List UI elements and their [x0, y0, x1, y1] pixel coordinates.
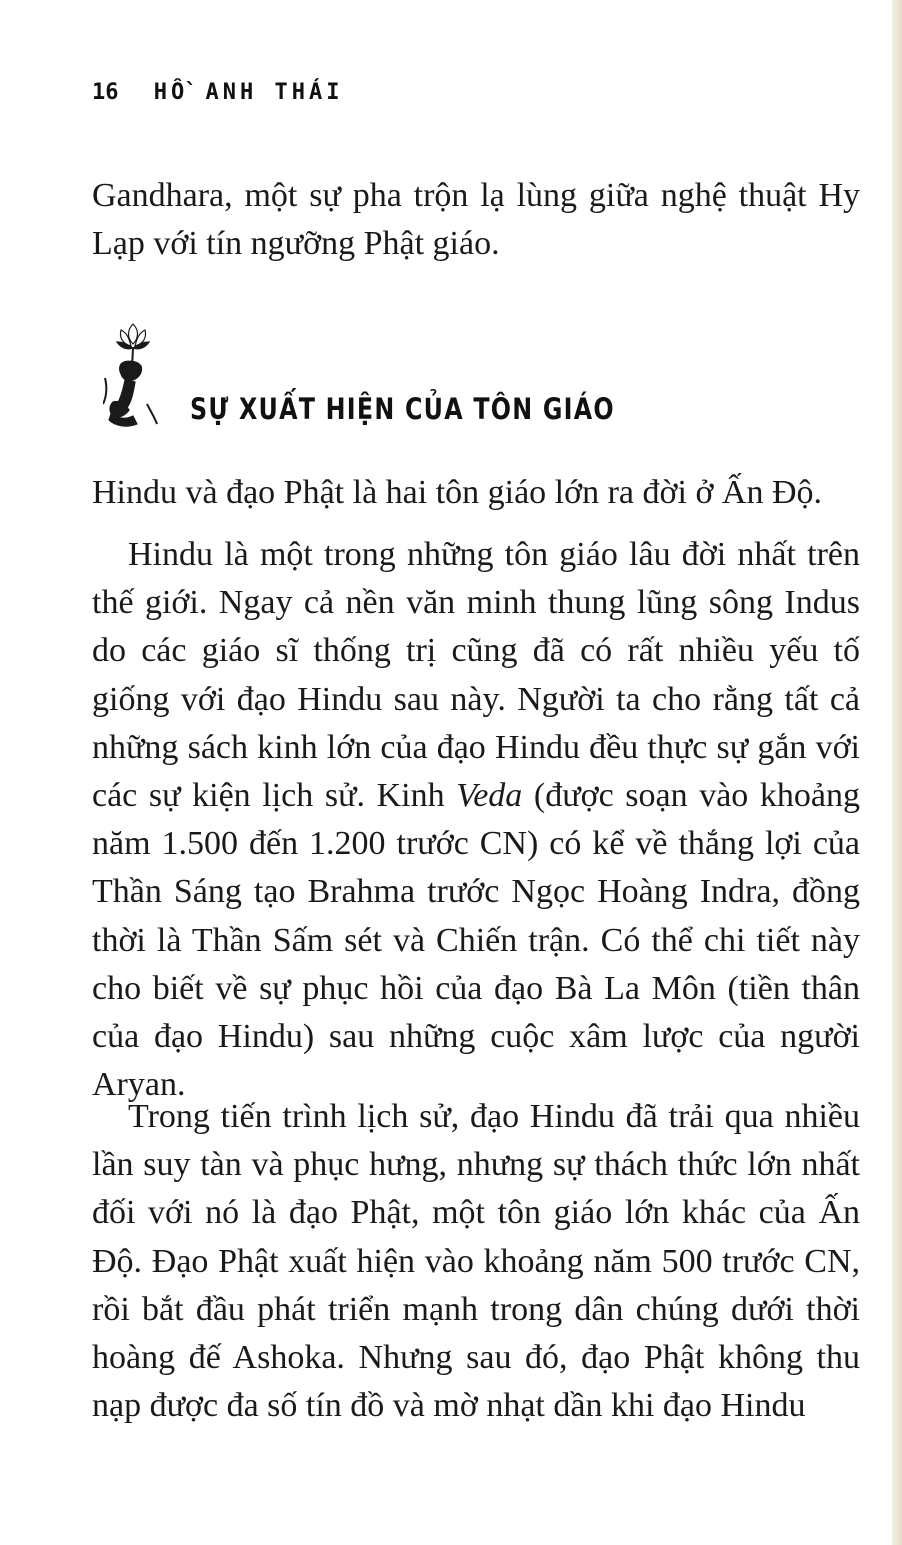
- paragraph-history-text: Trong tiến trình lịch sử, đạo Hindu đã trải qua nhiều lần suy tàn và phục hưng, nhưng sự thách thức lớn nhất đối với nó là đạo Phật, một tôn giáo lớn khác của Ấn Độ. Đạo Phật xuất hiện vào khoảng năm 500 trước CN, rồi bắt đầu phát triển mạnh trong dân chúng dưới thời hoàng đế Ashoka. Nhưng sau đó, đạo Phật không thu nạp được đa số tín đồ và mờ nhạt dần khi đạo Hindu: [92, 1098, 860, 1425]
- hand-holding-lotus-icon: [103, 320, 159, 428]
- veda-italic: Veda: [456, 777, 523, 815]
- intro-text: Gandhara, một sự pha trộn lạ lùng giữa nghệ thuật Hy Lạp với tín ngưỡng Phật giáo.: [92, 177, 860, 263]
- page-number: 16: [92, 80, 119, 105]
- paragraph-hindu-part1: Hindu là một trong những tôn giáo lâu đời nhất trên thế giới. Ngay cả nền văn minh thung lũng sông Indus do các giáo sĩ thống trị cũng đã có rất nhiều yếu tố giống với đạo Hindu sau này. Người ta cho rằng tất cả những sách kinh lớn của đạo Hindu đều thực sự gắn với các sự kiện lịch sử. Kinh: [92, 536, 860, 815]
- paragraph-first-text: Hindu và đạo Phật là hai tôn giáo lớn ra đời ở Ấn Độ.: [92, 474, 823, 511]
- running-header: [92, 80, 343, 105]
- paragraph-hindu-text: [92, 531, 860, 1109]
- section-heading: SỰ XUẤT HIỆN CỦA TÔN GIÁO: [190, 392, 615, 426]
- paragraph-first: [92, 469, 860, 517]
- intro-paragraph: [92, 172, 860, 268]
- page-edge: [892, 0, 902, 1545]
- paragraph-history: [92, 1093, 860, 1430]
- author-name: HỒ ANH THÁI: [153, 80, 344, 105]
- paragraph-hindu-part2: (được soạn vào khoảng năm 1.500 đến 1.200 trước CN) có kể về thắng lợi của Thần Sáng tạo Brahma trước Ngọc Hoàng Indra, đồng thời là Thần Sấm sét và Chiến trận. Có thể chi tiết này cho biết về sự phục hồi của đạo Bà La Môn (tiền thân của đạo Hindu) sau những cuộc xâm lược của người Aryan.: [92, 777, 860, 1104]
- paragraph-hindu: [92, 531, 860, 1109]
